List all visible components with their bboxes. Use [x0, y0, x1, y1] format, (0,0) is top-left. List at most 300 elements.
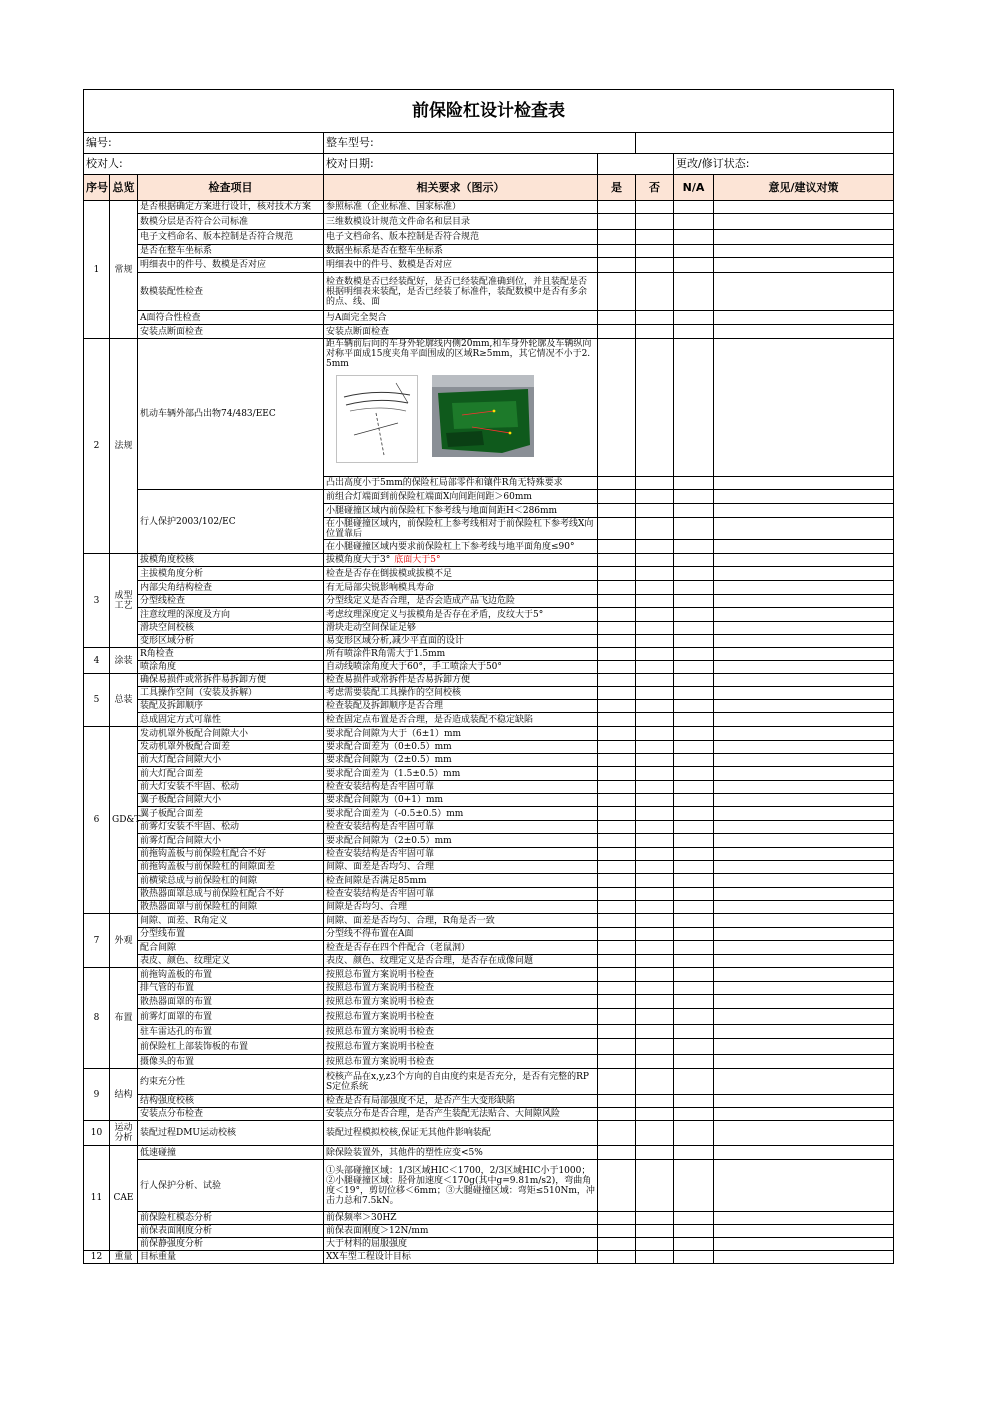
- no-cell[interactable]: [636, 874, 674, 888]
- yes-cell[interactable]: [598, 1225, 636, 1238]
- na-cell[interactable]: [674, 477, 714, 490]
- na-cell[interactable]: [674, 581, 714, 595]
- group-number: 7: [84, 914, 110, 968]
- no-cell[interactable]: [636, 1146, 674, 1160]
- requirement-text: 大于材料的屈服强度: [326, 1239, 408, 1249]
- yes-cell[interactable]: [598, 540, 636, 554]
- opinion-cell[interactable]: [714, 661, 894, 674]
- yes-cell[interactable]: [598, 1121, 636, 1146]
- requirement-text: 考虑纹理深度定义与拔模角是否存在矛盾，皮纹大于5°: [326, 609, 544, 620]
- no-cell[interactable]: [636, 713, 674, 727]
- na-cell[interactable]: [674, 1121, 714, 1146]
- opinion-cell[interactable]: [714, 941, 894, 955]
- date-value-cell[interactable]: [598, 154, 674, 175]
- no-cell[interactable]: [636, 1009, 674, 1025]
- opinion-cell[interactable]: [714, 245, 894, 258]
- yes-cell[interactable]: [598, 1009, 636, 1025]
- yes-cell[interactable]: [598, 273, 636, 311]
- opinion-cell[interactable]: [714, 1225, 894, 1238]
- yes-cell[interactable]: [598, 1095, 636, 1108]
- yes-cell[interactable]: [598, 214, 636, 230]
- opinion-cell[interactable]: [714, 741, 894, 754]
- na-cell[interactable]: [674, 982, 714, 995]
- yes-cell[interactable]: [598, 1025, 636, 1039]
- yes-cell[interactable]: [598, 1039, 636, 1055]
- check-row: [84, 807, 894, 821]
- opinion-cell[interactable]: [714, 567, 894, 581]
- no-cell[interactable]: [636, 674, 674, 687]
- na-cell[interactable]: [674, 767, 714, 781]
- opinion-cell[interactable]: [714, 554, 894, 567]
- opinion-cell[interactable]: [714, 1025, 894, 1039]
- no-cell[interactable]: [636, 982, 674, 995]
- opinion-cell[interactable]: [714, 581, 894, 595]
- yes-cell[interactable]: [598, 554, 636, 567]
- opinion-cell[interactable]: [714, 861, 894, 874]
- na-cell[interactable]: [674, 1160, 714, 1212]
- yes-cell[interactable]: [598, 874, 636, 888]
- na-cell[interactable]: [674, 941, 714, 955]
- check-item: 前拖钩盖板与前保险杠的间隙面差: [138, 861, 324, 874]
- na-cell[interactable]: [674, 687, 714, 700]
- requirement: [324, 968, 598, 982]
- yes-cell[interactable]: [598, 477, 636, 490]
- check-item: 发动机罩外板配合面差: [138, 741, 324, 754]
- no-cell[interactable]: [636, 540, 674, 554]
- opinion-cell[interactable]: [714, 1121, 894, 1146]
- check-item: 行人保护2003/102/EC: [138, 490, 324, 554]
- na-cell[interactable]: [674, 1251, 714, 1264]
- opinion-cell[interactable]: [714, 874, 894, 888]
- yes-cell[interactable]: [598, 968, 636, 982]
- check-row: [84, 648, 894, 661]
- requirement-text: 要求配合间隙为（2±0.5）mm: [326, 835, 452, 846]
- yes-cell[interactable]: [598, 608, 636, 622]
- na-cell[interactable]: [674, 661, 714, 674]
- na-cell[interactable]: [674, 339, 714, 477]
- opinion-cell[interactable]: [714, 1160, 894, 1212]
- opinion-cell[interactable]: [714, 1095, 894, 1108]
- na-cell[interactable]: [674, 741, 714, 754]
- yes-cell[interactable]: [598, 928, 636, 941]
- opinion-cell[interactable]: [714, 995, 894, 1009]
- yes-cell[interactable]: [598, 567, 636, 581]
- yes-cell[interactable]: [598, 781, 636, 794]
- opinion-cell[interactable]: [714, 1108, 894, 1121]
- opinion-cell[interactable]: [714, 767, 894, 781]
- no-cell[interactable]: [636, 608, 674, 622]
- no-cell[interactable]: [636, 995, 674, 1009]
- na-cell[interactable]: [674, 595, 714, 608]
- no-cell[interactable]: [636, 325, 674, 339]
- na-cell[interactable]: [674, 674, 714, 687]
- na-cell[interactable]: [674, 622, 714, 635]
- opinion-cell[interactable]: [714, 1039, 894, 1055]
- no-cell[interactable]: [636, 807, 674, 821]
- na-cell[interactable]: [674, 1238, 714, 1251]
- no-cell[interactable]: [636, 928, 674, 941]
- yes-cell[interactable]: [598, 754, 636, 767]
- na-cell[interactable]: [674, 1009, 714, 1025]
- no-cell[interactable]: [636, 968, 674, 982]
- yes-cell[interactable]: [598, 622, 636, 635]
- group-number: 6: [84, 727, 110, 914]
- na-cell[interactable]: [674, 1212, 714, 1225]
- opinion-cell[interactable]: [714, 540, 894, 554]
- no-cell[interactable]: [636, 1212, 674, 1225]
- opinion-cell[interactable]: [714, 982, 894, 995]
- na-cell[interactable]: [674, 1146, 714, 1160]
- check-row: [84, 1025, 894, 1039]
- no-cell[interactable]: [636, 635, 674, 648]
- requirement: [324, 928, 598, 941]
- no-cell[interactable]: [636, 781, 674, 794]
- na-cell[interactable]: [674, 311, 714, 325]
- no-cell[interactable]: [636, 1225, 674, 1238]
- na-cell[interactable]: [674, 700, 714, 713]
- check-row: [84, 928, 894, 941]
- na-cell[interactable]: [674, 504, 714, 518]
- no-cell[interactable]: [636, 648, 674, 661]
- na-cell[interactable]: [674, 794, 714, 807]
- no-cell[interactable]: [636, 661, 674, 674]
- opinion-cell[interactable]: [714, 477, 894, 490]
- na-cell[interactable]: [674, 781, 714, 794]
- na-cell[interactable]: [674, 807, 714, 821]
- na-cell[interactable]: [674, 995, 714, 1009]
- opinion-cell[interactable]: [714, 1212, 894, 1225]
- no-cell[interactable]: [636, 567, 674, 581]
- opinion-cell[interactable]: [714, 1146, 894, 1160]
- model-value-cell[interactable]: [636, 133, 894, 154]
- no-cell[interactable]: [636, 490, 674, 504]
- no-cell[interactable]: [636, 1069, 674, 1095]
- yes-cell[interactable]: [598, 741, 636, 754]
- opinion-cell[interactable]: [714, 687, 894, 700]
- na-cell[interactable]: [674, 955, 714, 968]
- opinion-cell[interactable]: [714, 834, 894, 848]
- no-cell[interactable]: [636, 955, 674, 968]
- na-cell[interactable]: [674, 273, 714, 311]
- na-cell[interactable]: [674, 540, 714, 554]
- opinion-cell[interactable]: [714, 807, 894, 821]
- opinion-cell[interactable]: [714, 794, 894, 807]
- no-cell[interactable]: [636, 687, 674, 700]
- number-label: 编号:: [84, 133, 324, 154]
- na-cell[interactable]: [674, 608, 714, 622]
- check-item: 前雾灯面罩的布置: [138, 1009, 324, 1025]
- no-cell[interactable]: [636, 258, 674, 273]
- check-item: 装配及拆卸顺序: [138, 700, 324, 713]
- opinion-cell[interactable]: [714, 635, 894, 648]
- yes-cell[interactable]: [598, 794, 636, 807]
- yes-cell[interactable]: [598, 727, 636, 741]
- no-cell[interactable]: [636, 1160, 674, 1212]
- yes-cell[interactable]: [598, 674, 636, 687]
- check-item: 前大灯安装不牢固、松动: [138, 781, 324, 794]
- check-row: [84, 230, 894, 245]
- no-cell[interactable]: [636, 901, 674, 914]
- yes-cell[interactable]: [598, 518, 636, 540]
- opinion-cell[interactable]: [714, 622, 894, 635]
- check-item: 安装点断面检查: [138, 325, 324, 339]
- opinion-cell[interactable]: [714, 608, 894, 622]
- yes-cell[interactable]: [598, 807, 636, 821]
- no-cell[interactable]: [636, 754, 674, 767]
- yes-cell[interactable]: [598, 955, 636, 968]
- opinion-cell[interactable]: [714, 727, 894, 741]
- na-cell[interactable]: [674, 245, 714, 258]
- no-cell[interactable]: [636, 834, 674, 848]
- no-cell[interactable]: [636, 941, 674, 955]
- opinion-cell[interactable]: [714, 781, 894, 794]
- opinion-cell[interactable]: [714, 273, 894, 311]
- yes-cell[interactable]: [598, 648, 636, 661]
- opinion-cell[interactable]: [714, 311, 894, 325]
- yes-cell[interactable]: [598, 490, 636, 504]
- col-header-requirement: 相关要求（图示）: [324, 175, 598, 201]
- opinion-cell[interactable]: [714, 325, 894, 339]
- check-row: [84, 554, 894, 567]
- na-cell[interactable]: [674, 914, 714, 928]
- na-cell[interactable]: [674, 1069, 714, 1095]
- no-cell[interactable]: [636, 848, 674, 861]
- no-cell[interactable]: [636, 888, 674, 901]
- yes-cell[interactable]: [598, 1146, 636, 1160]
- na-cell[interactable]: [674, 1225, 714, 1238]
- na-cell[interactable]: [674, 648, 714, 661]
- na-cell[interactable]: [674, 230, 714, 245]
- na-cell[interactable]: [674, 1039, 714, 1055]
- no-cell[interactable]: [636, 201, 674, 214]
- na-cell[interactable]: [674, 635, 714, 648]
- opinion-cell[interactable]: [714, 490, 894, 504]
- requirement: [324, 1039, 598, 1055]
- requirement-text: 按照总布置方案说明书检查: [326, 996, 435, 1007]
- check-row: [84, 794, 894, 807]
- group-name: 布置: [110, 968, 138, 1069]
- yes-cell[interactable]: [598, 258, 636, 273]
- yes-cell[interactable]: [598, 834, 636, 848]
- na-cell[interactable]: [674, 1108, 714, 1121]
- opinion-cell[interactable]: [714, 713, 894, 727]
- no-cell[interactable]: [636, 214, 674, 230]
- na-cell[interactable]: [674, 834, 714, 848]
- requirement: [324, 1095, 598, 1108]
- no-cell[interactable]: [636, 1095, 674, 1108]
- no-cell[interactable]: [636, 311, 674, 325]
- no-cell[interactable]: [636, 861, 674, 874]
- yes-cell[interactable]: [598, 687, 636, 700]
- na-cell[interactable]: [674, 874, 714, 888]
- no-cell[interactable]: [636, 518, 674, 540]
- requirement: [324, 982, 598, 995]
- no-cell[interactable]: [636, 1055, 674, 1069]
- na-cell[interactable]: [674, 201, 714, 214]
- no-cell[interactable]: [636, 1238, 674, 1251]
- no-cell[interactable]: [636, 794, 674, 807]
- check-row: [84, 754, 894, 767]
- yes-cell[interactable]: [598, 201, 636, 214]
- yes-cell[interactable]: [598, 767, 636, 781]
- yes-cell[interactable]: [598, 595, 636, 608]
- yes-cell[interactable]: [598, 245, 636, 258]
- na-cell[interactable]: [674, 754, 714, 767]
- na-cell[interactable]: [674, 258, 714, 273]
- opinion-cell[interactable]: [714, 339, 894, 477]
- check-item: 约束充分性: [138, 1069, 324, 1095]
- no-cell[interactable]: [636, 767, 674, 781]
- opinion-cell[interactable]: [714, 821, 894, 834]
- yes-cell[interactable]: [598, 982, 636, 995]
- yes-cell[interactable]: [598, 901, 636, 914]
- opinion-cell[interactable]: [714, 968, 894, 982]
- no-cell[interactable]: [636, 581, 674, 595]
- no-cell[interactable]: [636, 1121, 674, 1146]
- no-cell[interactable]: [636, 245, 674, 258]
- na-cell[interactable]: [674, 901, 714, 914]
- requirement-text: 距车辆前后向的车身外轮廓线内侧20mm,和车身外轮廓及车辆纵向对称平面成15度夹角平面围成的区域R≥5mm，其它情况不小于2.5mm: [326, 339, 592, 369]
- yes-cell[interactable]: [598, 230, 636, 245]
- na-cell[interactable]: [674, 1055, 714, 1069]
- opinion-cell[interactable]: [714, 518, 894, 540]
- no-cell[interactable]: [636, 727, 674, 741]
- opinion-cell[interactable]: [714, 1055, 894, 1069]
- na-cell[interactable]: [674, 727, 714, 741]
- na-cell[interactable]: [674, 928, 714, 941]
- yes-cell[interactable]: [598, 941, 636, 955]
- requirement: [324, 687, 598, 700]
- yes-cell[interactable]: [598, 1069, 636, 1095]
- opinion-cell[interactable]: [714, 504, 894, 518]
- na-cell[interactable]: [674, 325, 714, 339]
- no-cell[interactable]: [636, 595, 674, 608]
- status-label: 更改/修订状态:: [674, 154, 894, 175]
- opinion-cell[interactable]: [714, 230, 894, 245]
- check-row: [84, 1160, 894, 1212]
- yes-cell[interactable]: [598, 1055, 636, 1069]
- opinion-cell[interactable]: [714, 955, 894, 968]
- na-cell[interactable]: [674, 968, 714, 982]
- opinion-cell[interactable]: [714, 201, 894, 214]
- no-cell[interactable]: [636, 700, 674, 713]
- no-cell[interactable]: [636, 230, 674, 245]
- no-cell[interactable]: [636, 1025, 674, 1039]
- opinion-cell[interactable]: [714, 595, 894, 608]
- yes-cell[interactable]: [598, 325, 636, 339]
- na-cell[interactable]: [674, 490, 714, 504]
- check-item: 主拔模角度分析: [138, 567, 324, 581]
- yes-cell[interactable]: [598, 821, 636, 834]
- na-cell[interactable]: [674, 848, 714, 861]
- no-cell[interactable]: [636, 273, 674, 311]
- opinion-cell[interactable]: [714, 901, 894, 914]
- check-row: [84, 1238, 894, 1251]
- na-cell[interactable]: [674, 518, 714, 540]
- opinion-cell[interactable]: [714, 700, 894, 713]
- no-cell[interactable]: [636, 554, 674, 567]
- yes-cell[interactable]: [598, 848, 636, 861]
- yes-cell[interactable]: [598, 700, 636, 713]
- no-cell[interactable]: [636, 504, 674, 518]
- no-cell[interactable]: [636, 1108, 674, 1121]
- opinion-cell[interactable]: [714, 888, 894, 901]
- yes-cell[interactable]: [598, 504, 636, 518]
- opinion-cell[interactable]: [714, 214, 894, 230]
- opinion-cell[interactable]: [714, 1009, 894, 1025]
- check-row: [84, 1039, 894, 1055]
- requirement-text: 要求配合面差为（0±0.5）mm: [326, 742, 452, 752]
- na-cell[interactable]: [674, 888, 714, 901]
- check-item: 摄像头的布置: [138, 1055, 324, 1069]
- na-cell[interactable]: [674, 554, 714, 567]
- requirement-text: 明细表中的件号、数模是否对应: [326, 260, 453, 270]
- yes-cell[interactable]: [598, 581, 636, 595]
- na-cell[interactable]: [674, 1025, 714, 1039]
- requirement-text: 易变形区域分析,减少平直面的设计: [326, 636, 464, 646]
- requirement-text: 拔模角度大于3°: [326, 555, 391, 565]
- yes-cell[interactable]: [598, 661, 636, 674]
- no-cell[interactable]: [636, 741, 674, 754]
- yes-cell[interactable]: [598, 339, 636, 477]
- yes-cell[interactable]: [598, 914, 636, 928]
- na-cell[interactable]: [674, 214, 714, 230]
- no-cell[interactable]: [636, 339, 674, 477]
- opinion-cell[interactable]: [714, 674, 894, 687]
- na-cell[interactable]: [674, 567, 714, 581]
- check-row: [84, 1225, 894, 1238]
- no-cell[interactable]: [636, 821, 674, 834]
- yes-cell[interactable]: [598, 713, 636, 727]
- yes-cell[interactable]: [598, 1212, 636, 1225]
- no-cell[interactable]: [636, 477, 674, 490]
- na-cell[interactable]: [674, 861, 714, 874]
- opinion-cell[interactable]: [714, 1251, 894, 1264]
- yes-cell[interactable]: [598, 1238, 636, 1251]
- yes-cell[interactable]: [598, 861, 636, 874]
- yes-cell[interactable]: [598, 1160, 636, 1212]
- requirement-text: 按照总布置方案说明书检查: [326, 1041, 435, 1052]
- yes-cell[interactable]: [598, 1251, 636, 1264]
- requirement-highlight: 底面大于5°: [394, 555, 441, 565]
- check-item: R角检查: [138, 648, 324, 661]
- no-cell[interactable]: [636, 1251, 674, 1264]
- no-cell[interactable]: [636, 622, 674, 635]
- check-row: [84, 1108, 894, 1121]
- yes-cell[interactable]: [598, 311, 636, 325]
- yes-cell[interactable]: [598, 888, 636, 901]
- yes-cell[interactable]: [598, 1108, 636, 1121]
- opinion-cell[interactable]: [714, 914, 894, 928]
- requirement: [324, 1146, 598, 1160]
- check-row: [84, 727, 894, 741]
- opinion-cell[interactable]: [714, 258, 894, 273]
- opinion-cell[interactable]: [714, 848, 894, 861]
- opinion-cell[interactable]: [714, 928, 894, 941]
- opinion-cell[interactable]: [714, 754, 894, 767]
- yes-cell[interactable]: [598, 635, 636, 648]
- na-cell[interactable]: [674, 713, 714, 727]
- yes-cell[interactable]: [598, 995, 636, 1009]
- na-cell[interactable]: [674, 821, 714, 834]
- no-cell[interactable]: [636, 914, 674, 928]
- opinion-cell[interactable]: [714, 1069, 894, 1095]
- group-name: 外观: [110, 914, 138, 968]
- opinion-cell[interactable]: [714, 1238, 894, 1251]
- na-cell[interactable]: [674, 1095, 714, 1108]
- no-cell[interactable]: [636, 1039, 674, 1055]
- opinion-cell[interactable]: [714, 648, 894, 661]
